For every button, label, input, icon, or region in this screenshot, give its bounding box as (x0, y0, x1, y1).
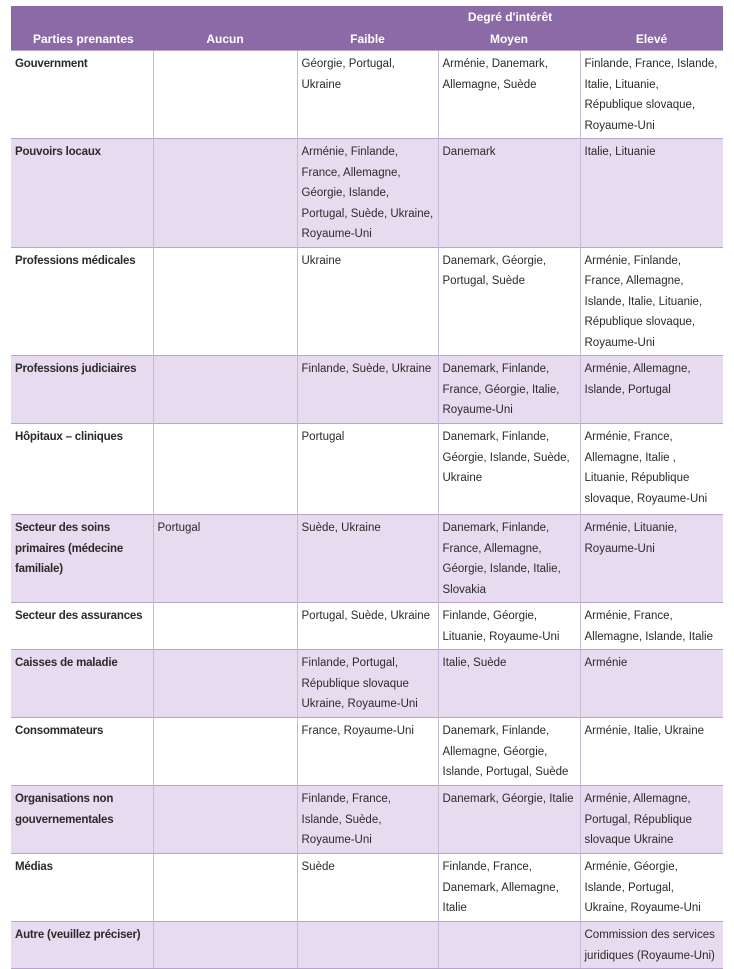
stakeholder-label: Hôpitaux – cliniques (11, 424, 153, 515)
stakeholder-label: Organisations non gouvernementales (11, 786, 153, 854)
interest-table-container (11, 6, 723, 969)
cell-low: Ukraine (297, 247, 438, 356)
cell-medium (438, 922, 580, 969)
table-row (11, 922, 723, 969)
table-row (11, 718, 723, 786)
cell-medium: Danemark (438, 139, 580, 248)
cell-medium: Italie, Suède (438, 650, 580, 718)
cell-none (153, 356, 297, 424)
cell-none (153, 718, 297, 786)
cell-low: Suède, Ukraine (297, 515, 438, 603)
cell-low: Suède (297, 854, 438, 922)
cell-high: Arménie, France, Allemagne, Islande, Italie (580, 603, 723, 650)
cell-high: Commission des services juridiques (Royaume-Uni) (580, 922, 723, 969)
cell-none (153, 51, 297, 139)
header-spacer (11, 6, 153, 28)
table-row (11, 603, 723, 650)
header-group-interest-level: Degré d'intérêt (297, 6, 723, 28)
cell-medium: Danemark, Finlande, France, Allemagne, Géorgie, Islande, Italie, Slovakia (438, 515, 580, 603)
table-row (11, 515, 723, 603)
table-row (11, 650, 723, 718)
cell-low (297, 922, 438, 969)
cell-none (153, 424, 297, 515)
cell-medium: Danemark, Géorgie, Italie (438, 786, 580, 854)
cell-high: Arménie, Allemagne, Portugal, République slovaque Ukraine (580, 786, 723, 854)
stakeholder-label: Secteur des soins primaires (médecine familiale) (11, 515, 153, 603)
stakeholder-label: Caisses de maladie (11, 650, 153, 718)
table-row (11, 139, 723, 248)
cell-medium: Danemark, Finlande, France, Géorgie, Italie, Royaume-Uni (438, 356, 580, 424)
cell-none (153, 247, 297, 356)
cell-low: Portugal (297, 424, 438, 515)
cell-low: Finlande, Suède, Ukraine (297, 356, 438, 424)
cell-medium: Danemark, Finlande, Allemagne, Géorgie, Islande, Portugal, Suède (438, 718, 580, 786)
cell-none (153, 854, 297, 922)
column-header-low: Faible (297, 28, 438, 51)
cell-low: Finlande, France, Islande, Suède, Royaume-Uni (297, 786, 438, 854)
cell-medium: Finlande, Géorgie, Lituanie, Royaume-Uni (438, 603, 580, 650)
cell-high: Arménie, Lituanie, Royaume-Uni (580, 515, 723, 603)
cell-none (153, 139, 297, 248)
header-spacer (153, 6, 297, 28)
cell-low: Portugal, Suède, Ukraine (297, 603, 438, 650)
table-row (11, 247, 723, 356)
table-row (11, 356, 723, 424)
cell-high: Arménie (580, 650, 723, 718)
stakeholder-label: Gouvernment (11, 51, 153, 139)
cell-high: Arménie, Finlande, France, Allemagne, Islande, Italie, Lituanie, République slovaque, Royaume-Uni (580, 247, 723, 356)
stakeholder-interest-table (11, 6, 723, 969)
column-header-stakeholders: Parties prenantes (11, 28, 153, 51)
cell-none: Portugal (153, 515, 297, 603)
cell-none (153, 650, 297, 718)
cell-medium: Arménie, Danemark, Allemagne, Suède (438, 51, 580, 139)
cell-medium: Danemark, Géorgie, Portugal, Suède (438, 247, 580, 356)
cell-high: Arménie, Géorgie, Islande, Portugal, Ukraine, Royaume-Uni (580, 854, 723, 922)
cell-high: Italie, Lituanie (580, 139, 723, 248)
cell-high: Finlande, France, Islande, Italie, Lituanie, République slovaque, Royaume-Uni (580, 51, 723, 139)
stakeholder-label: Professions médicales (11, 247, 153, 356)
cell-medium: Finlande, France, Danemark, Allemagne, Italie (438, 854, 580, 922)
column-header-none: Aucun (153, 28, 297, 51)
stakeholder-label: Autre (veuillez préciser) (11, 922, 153, 969)
stakeholder-label: Pouvoirs locaux (11, 139, 153, 248)
cell-low: Arménie, Finlande, France, Allemagne, Géorgie, Islande, Portugal, Suède, Ukraine, Royaume-Uni (297, 139, 438, 248)
cell-none (153, 922, 297, 969)
table-row (11, 786, 723, 854)
cell-low: France, Royaume-Uni (297, 718, 438, 786)
table-row (11, 51, 723, 139)
cell-none (153, 603, 297, 650)
cell-high: Arménie, Allemagne, Islande, Portugal (580, 356, 723, 424)
stakeholder-label: Professions judiciaires (11, 356, 153, 424)
stakeholder-label: Médias (11, 854, 153, 922)
column-header-high: Elevé (580, 28, 723, 51)
table-row (11, 424, 723, 515)
stakeholder-label: Secteur des assurances (11, 603, 153, 650)
table-row (11, 854, 723, 922)
cell-none (153, 786, 297, 854)
cell-low: Finlande, Portugal, République slovaque Ukraine, Royaume-Uni (297, 650, 438, 718)
cell-low: Géorgie, Portugal, Ukraine (297, 51, 438, 139)
cell-high: Arménie, Italie, Ukraine (580, 718, 723, 786)
cell-high: Arménie, France, Allemagne, Italie , Lituanie, République slovaque, Royaume-Uni (580, 424, 723, 515)
cell-medium: Danemark, Finlande, Géorgie, Islande, Suède, Ukraine (438, 424, 580, 515)
stakeholder-label: Consommateurs (11, 718, 153, 786)
column-header-medium: Moyen (438, 28, 580, 51)
